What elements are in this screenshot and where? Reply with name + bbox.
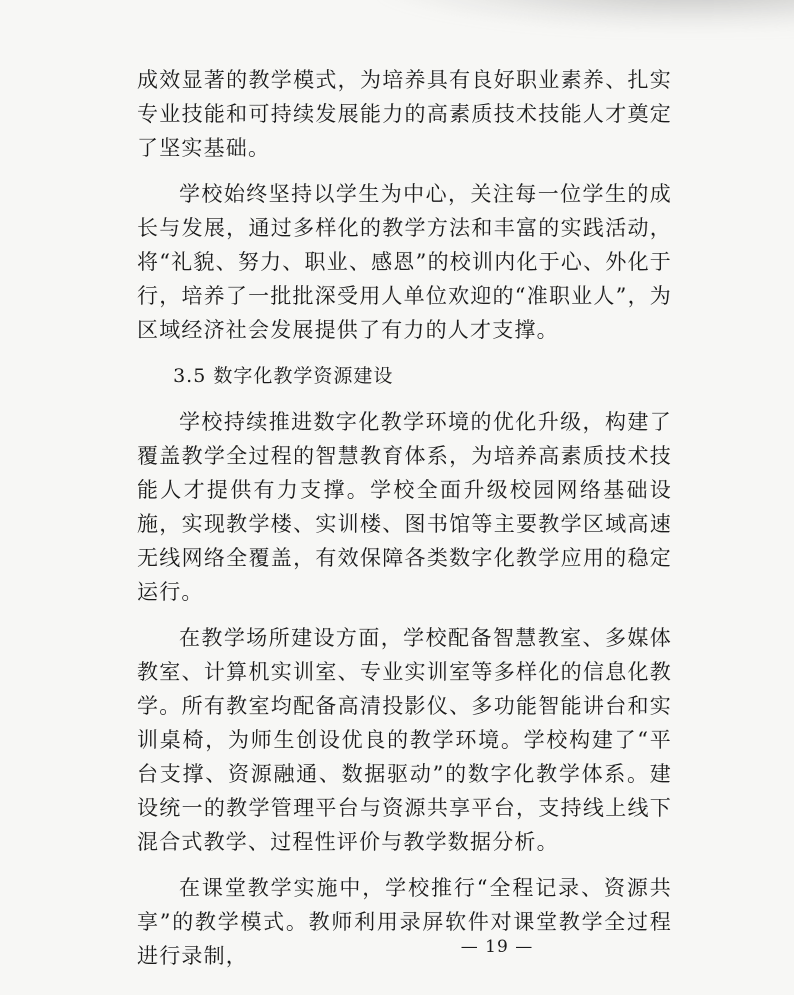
paragraph-continued: 成效显著的教学模式，为培养具有良好职业素养、扎实专业技能和可持续发展能力的高素质技术技能人才奠定了坚实基础。: [137, 68, 672, 160]
document-body: [137, 63, 672, 985]
paragraph-classroom-implementation: 在课堂教学实施中，学校推行“全程记录、资源共享”的教学模式。教师利用录屏软件对课堂教学全过程进行录制，: [137, 876, 672, 968]
paragraph-digital-environment: 学校持续推进数字化教学环境的优化升级，构建了覆盖教学全过程的智慧教育体系，为培养高素质技术技能人才提供有力支撑。学校全面升级校园网络基础设施，实现教学楼、实训楼、图书馆等主要教学区域高速无线网络全覆盖，有效保障各类数字化教学应用的稳定运行。: [137, 410, 672, 604]
paragraph-student-centered: 学校始终坚持以学生为中心，关注每一位学生的成长与发展，通过多样化的教学方法和丰富的实践活动，将“礼貌、努力、职业、感恩”的校训内化于心、外化于行，培养了一批批深受用人单位欢迎的“准职业人”，为区域经济社会发展提供了有力的人才支撑。: [137, 182, 672, 342]
paragraph-teaching-venues: 在教学场所建设方面，学校配备智慧教室、多媒体教室、计算机实训室、专业实训室等多样化的信息化教学。所有教室均配备高清投影仪、多功能智能讲台和实训桌椅，为师生创设优良的教学环境。学校构建了“平台支撑、资源融通、数据驱动”的数字化教学体系。建设统一的教学管理平台与资源共享平台，支持线上线下混合式教学、过程性评价与教学数据分析。: [137, 626, 672, 854]
section-heading: 3.5 数字化教学资源建设: [173, 365, 394, 387]
page-number: — 19 —: [460, 937, 534, 957]
page-curl-shadow: [380, 0, 794, 30]
